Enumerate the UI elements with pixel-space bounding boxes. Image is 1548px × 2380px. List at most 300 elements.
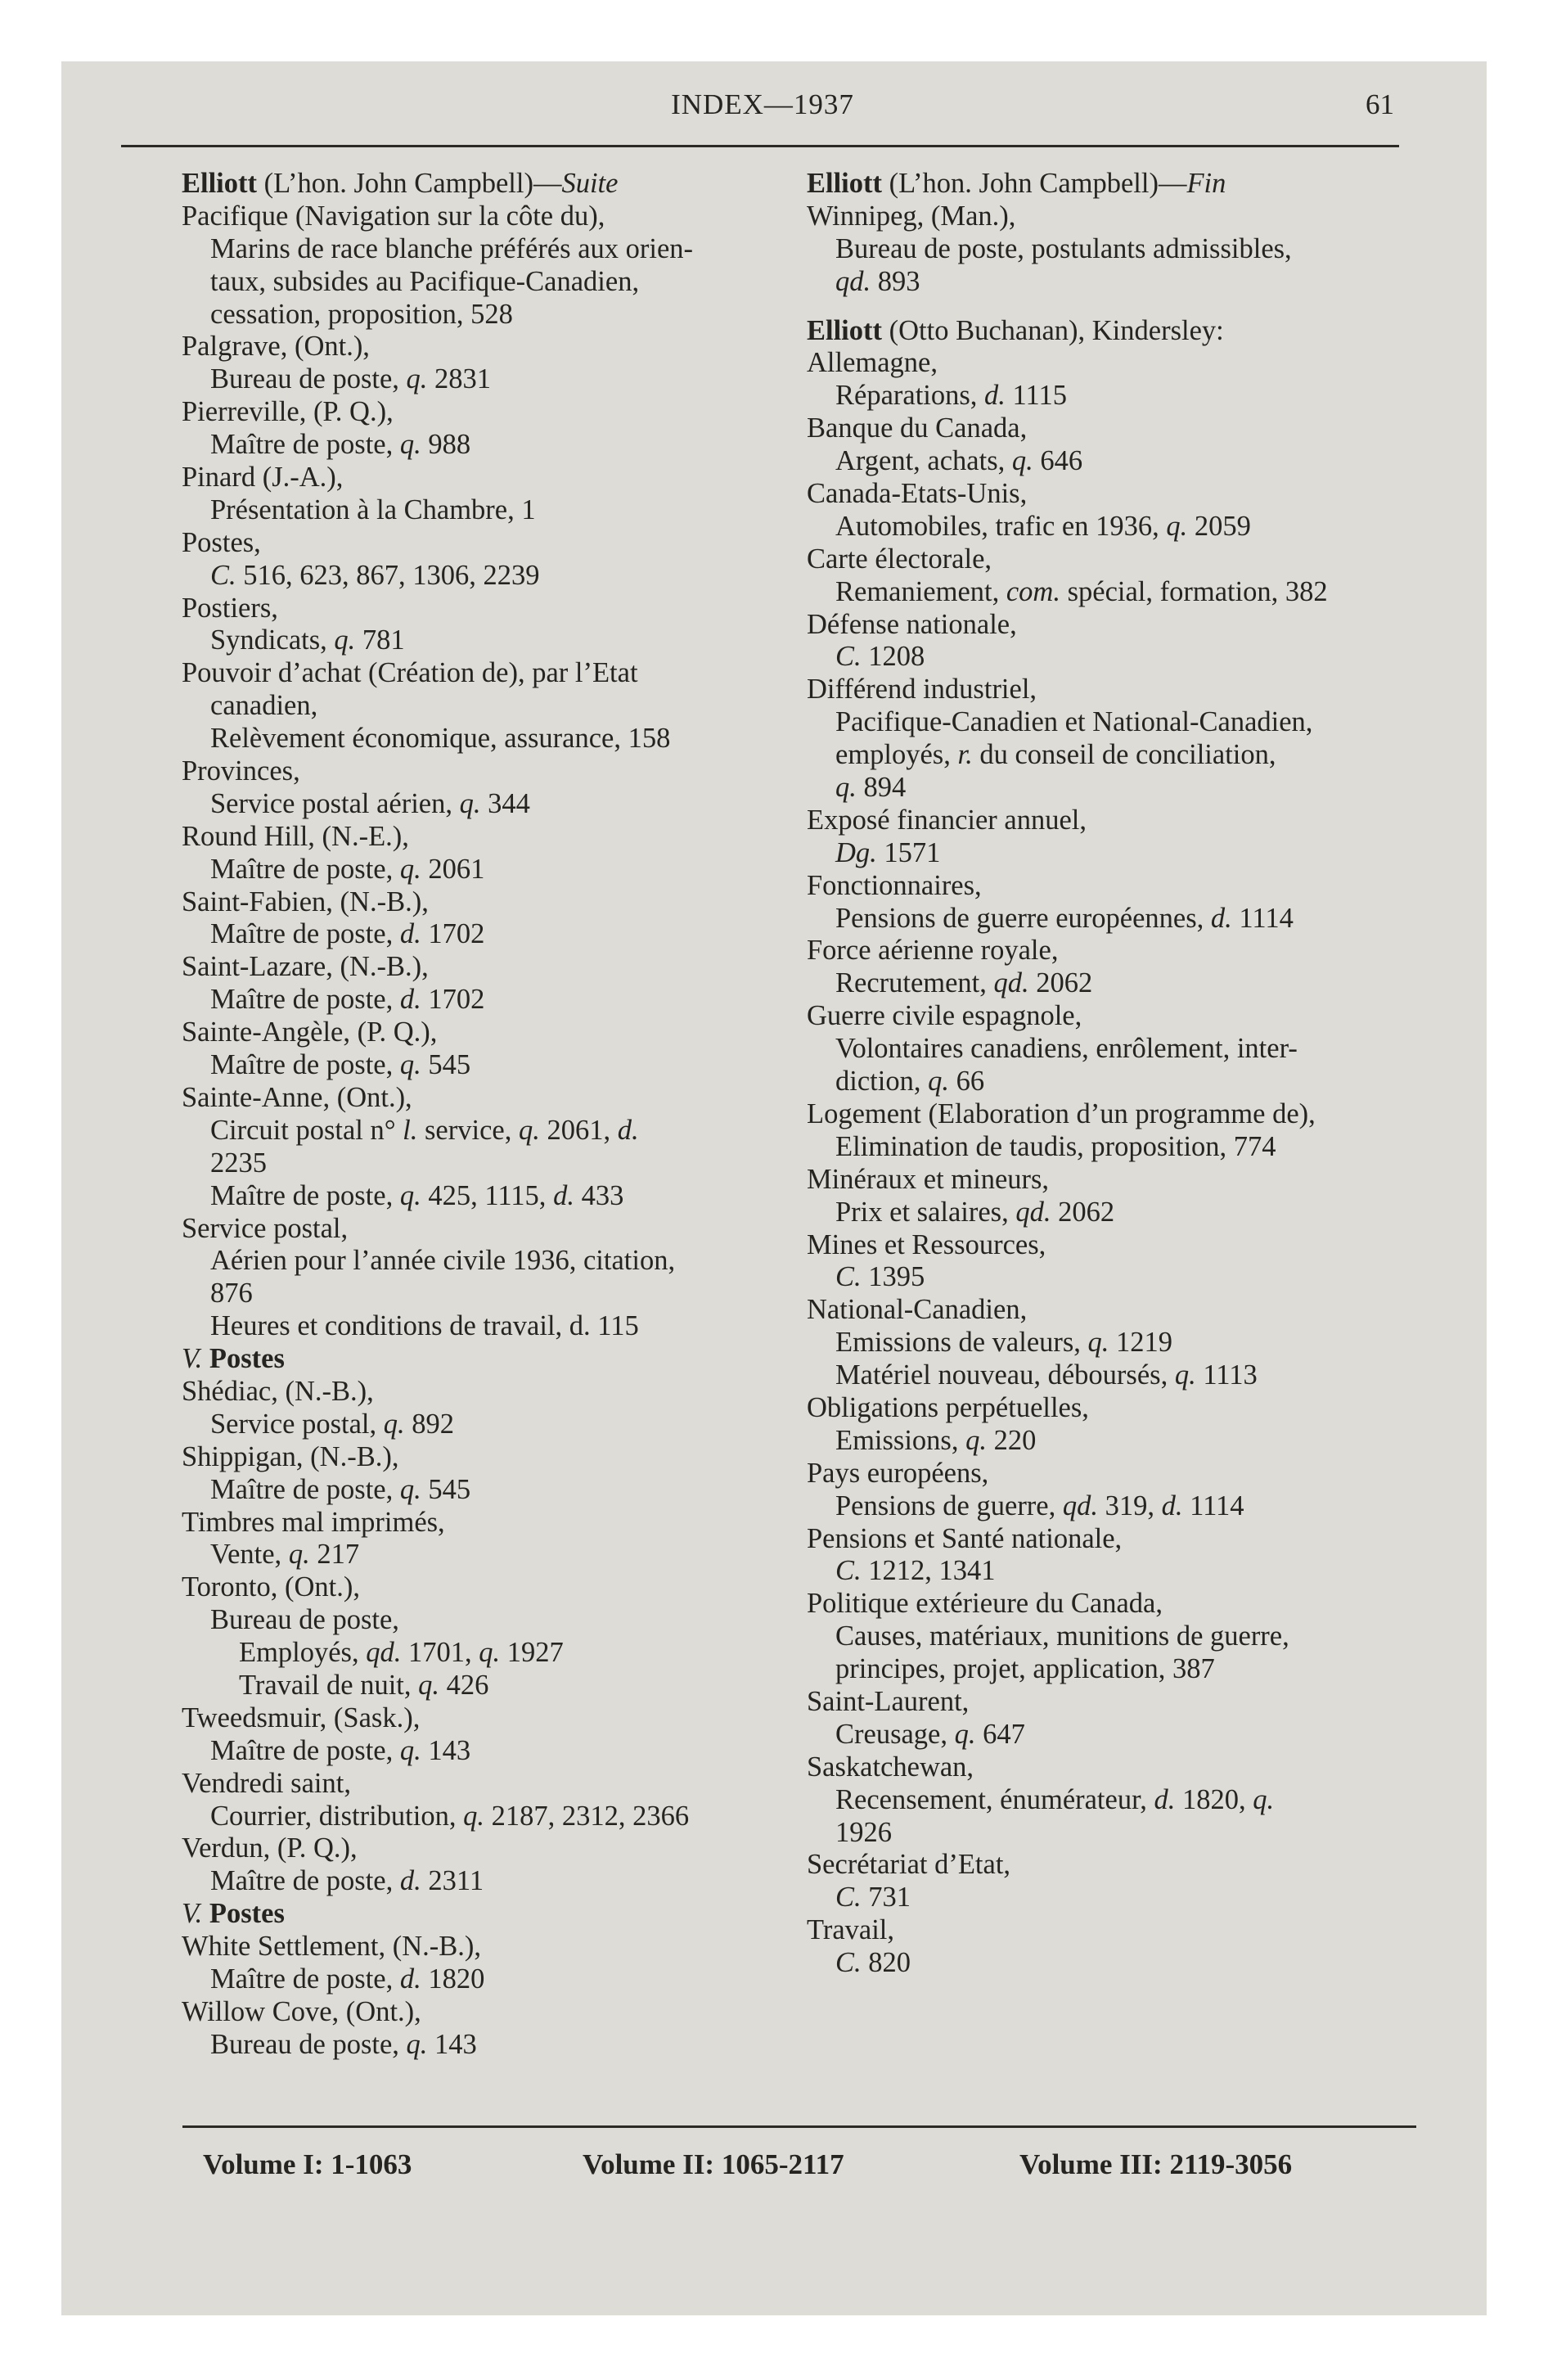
index-subentry-line [807,1555,1415,1588]
index-text: q. [1011,445,1033,477]
index-text: 220 [986,1424,1037,1456]
index-text: Maître de poste, [210,984,400,1016]
index-text: 892 [404,1408,454,1440]
entry-spacer [807,299,1415,315]
index-text: Volontaires canadiens, enrôlement, inter- [835,1033,1298,1065]
index-text: Provinces, [182,755,300,787]
index-text: q. [418,1669,440,1701]
index-subentry-line [807,1490,1415,1523]
index-subentry-line [182,1735,787,1768]
index-subentry-line [807,772,1415,805]
index-heading-line [807,1164,1415,1197]
index-subentry-line [182,560,787,593]
index-text: q. [954,1718,976,1750]
index-text: Maître de poste, [210,1049,400,1081]
index-text: 1219 [1109,1327,1173,1359]
index-subentry-line [807,837,1415,870]
index-text: Force aérienne royale, [807,935,1059,967]
index-text: 1701, [401,1637,479,1669]
index-heading-line [182,593,787,625]
index-text: 1114 [1182,1490,1244,1521]
index-text: Maître de poste, [210,918,400,950]
index-heading-line [807,674,1415,706]
index-text: Canada-Etats-Unis, [807,478,1028,510]
index-text: Postes [202,1898,285,1930]
index-text: Réparations, [835,380,985,412]
index-heading-line [807,1849,1415,1882]
index-text: Bureau de poste, [210,363,407,395]
index-subentry-line [182,1049,787,1082]
left-index-column [182,168,787,2062]
index-subentry-line [807,1033,1415,1066]
index-heading-line [807,347,1415,380]
index-subentry-line [182,1670,787,1702]
index-subentry-line [182,429,787,462]
footer-rule [182,2125,1416,2128]
index-text: 217 [309,1539,360,1571]
index-subentry-line [807,233,1415,266]
index-text: service, [417,1114,519,1146]
index-text: Service postal, [182,1212,349,1244]
index-heading-line [807,168,1415,201]
index-text: q. [928,1066,949,1098]
index-heading-line [182,657,787,690]
index-text: Saint-Laurent, [807,1685,970,1717]
index-subentry-line [182,918,787,951]
index-heading-line [182,755,787,788]
index-heading-line [182,1832,787,1865]
index-subentry-line [182,266,787,299]
index-text: q. [399,853,421,885]
index-heading-line [807,1098,1415,1131]
index-subentry-line [807,1261,1415,1294]
index-heading-line [182,1376,787,1409]
index-subentry-line [182,984,787,1016]
index-text: Vente, [210,1539,289,1571]
index-text: Automobiles, trafic en 1936, [835,510,1167,542]
index-text: Minéraux et mineurs, [807,1163,1050,1195]
index-text: du conseil de conciliation, [972,739,1276,771]
index-text: 894 [856,772,907,804]
index-heading-line [807,1751,1415,1784]
index-text: C. [835,1261,862,1293]
index-text: Saint-Fabien, (N.-B.), [182,886,429,917]
index-text: d. [984,380,1006,412]
index-subentry-line [182,854,787,886]
index-subentry-line [182,1245,787,1278]
index-subentry-line [182,1180,787,1213]
index-text: 820 [861,1947,911,1979]
index-subentry-line [807,641,1415,674]
index-subentry-line [807,1620,1415,1653]
index-heading-line [807,315,1415,348]
index-text: q. [406,2028,428,2060]
running-title: INDEX—1937 [671,88,854,120]
index-text: 646 [1033,445,1083,477]
index-heading-line [182,1213,787,1246]
index-text: 1571 [876,836,941,868]
index-text: q. [334,624,356,656]
index-text: 143 [421,1734,471,1766]
index-text: q. [399,1473,421,1505]
index-text: 1702 [421,984,485,1016]
footer-volume-3: Volume III: 2119-3056 [1019,2148,1293,2180]
index-text: 2235 [210,1147,267,1179]
index-heading-line [182,1702,787,1735]
index-text: spécial, formation, 382 [1060,575,1328,607]
index-text: d. [1154,1783,1176,1815]
index-text: 1927 [500,1637,564,1669]
index-text: 1212, 1341 [861,1555,996,1587]
footer-volume-2: Volume II: 1065-2117 [583,2148,844,2180]
index-text: Maître de poste, [210,1963,400,1995]
index-text: Syndicats, [210,624,335,656]
index-subentry-line [807,380,1415,412]
index-text: V. [182,1898,203,1930]
index-heading-line [182,1571,787,1604]
index-text: Elliott [807,314,882,346]
index-subentry-line [182,2029,787,2062]
index-text: Maître de poste, [210,1179,400,1211]
index-heading-line [807,1000,1415,1033]
index-text: 2062 [1028,967,1093,999]
index-heading-line [182,1931,787,1963]
index-text: qd. [1015,1196,1051,1228]
index-text: 2061 [421,853,485,885]
index-heading-line [182,1996,787,2029]
index-text: Elliott [182,168,257,199]
index-text: d. [399,1865,421,1897]
index-text: Logement (Elaboration d’un programme de), [807,1098,1316,1129]
index-text: Obligations perpétuelles, [807,1391,1089,1423]
index-text: Postes [202,1343,285,1375]
index-text: qd. [366,1637,402,1669]
index-text: Elimination de taudis, proposition, 774 [835,1130,1276,1162]
index-subentry-line [807,903,1415,935]
index-text: Saint-Lazare, (N.-B.), [182,951,429,983]
index-text: qd. [835,265,871,297]
index-text: Sainte-Anne, (Ont.), [182,1081,412,1113]
index-subentry-line [182,1963,787,1996]
page-header [124,88,1401,125]
index-text: q. [399,1734,421,1766]
index-text: Différend industriel, [807,674,1037,705]
index-text: Postes, [182,526,261,558]
index-text: 2187, 2312, 2366 [484,1800,690,1832]
index-text: Travail, [807,1914,895,1946]
index-text: diction, [835,1066,929,1098]
index-text: 1114 [1231,902,1294,934]
index-text: Service postal aérien, [210,787,460,819]
index-subentry-line [807,576,1415,609]
index-heading-line [807,201,1415,233]
index-text: taux, subsides au Pacifique-Canadien, [210,265,640,297]
index-text: q. [965,1424,987,1456]
index-text: Pacifique-Canadien et National-Canadien, [835,706,1313,738]
index-text: 1395 [861,1261,925,1293]
index-text: 425, 1115, [421,1179,554,1211]
index-text: Maître de poste, [210,429,400,461]
index-text: Saskatchewan, [807,1751,974,1783]
index-text: Bureau de poste, postulants admissibles, [835,232,1292,264]
index-heading-line [807,1458,1415,1490]
index-text: Maître de poste, [210,853,400,885]
index-text: Matériel nouveau, déboursés, [835,1359,1175,1391]
index-text: Dg. [835,836,877,868]
index-text: (Otto Buchanan), Kindersley: [882,314,1224,346]
index-subentry-line [807,511,1415,543]
index-text: 2062 [1051,1196,1115,1228]
index-subentry-line [182,624,787,657]
index-heading-line [807,609,1415,642]
index-heading-line [807,543,1415,576]
index-heading-line [807,1523,1415,1556]
index-text: 2311 [421,1865,484,1897]
index-text: Fonctionnaires, [807,869,982,901]
index-text: C. [835,1555,862,1587]
index-text: Shédiac, (N.-B.), [182,1375,374,1407]
index-heading-line [182,168,787,201]
index-text: q. [1253,1783,1275,1815]
index-text: 2059 [1187,510,1251,542]
index-text: d. [399,984,421,1016]
index-subentry-line [182,1539,787,1571]
index-text: q. [1174,1359,1196,1391]
index-text: 426 [439,1669,489,1701]
index-heading-line [182,1016,787,1049]
index-text: Emissions, [835,1424,966,1456]
index-text: Employés, [239,1637,367,1669]
index-heading-line [807,1914,1415,1947]
index-subentry-line [182,1637,787,1670]
index-text: d. [1210,902,1232,934]
index-text: Travail de nuit, [239,1669,419,1701]
index-text: q. [399,429,421,461]
index-text: Pensions de guerre européennes, [835,902,1211,934]
index-text: Relèvement économique, assurance, 158 [210,723,671,755]
index-heading-line [807,1686,1415,1719]
index-text: employés, [835,739,958,771]
index-subentry-line [182,690,787,723]
index-heading-line [182,1441,787,1474]
index-text: Argent, achats, [835,445,1012,477]
index-text: Secrétariat d’Etat, [807,1849,1011,1881]
index-text: q. [463,1800,484,1832]
index-subentry-line [807,1131,1415,1164]
index-subentry-line [182,1604,787,1637]
index-text: 781 [355,624,405,656]
index-subentry-line [807,1882,1415,1914]
index-subentry-line [807,739,1415,772]
index-text: 545 [421,1473,471,1505]
index-text: d. [553,1179,574,1211]
index-heading-line [807,478,1415,511]
index-text: d. [399,1963,421,1995]
index-text: qd. [1062,1490,1098,1521]
index-text: Pierreville, (P. Q.), [182,396,394,428]
index-text: d. [399,918,421,950]
index-text: q. [288,1539,310,1571]
index-text: Présentation à la Chambre, 1 [210,494,536,525]
index-heading-line [182,1507,787,1539]
index-text: Timbres mal imprimés, [182,1506,445,1538]
index-text: canadien, [210,690,318,722]
index-text: Bureau de poste, [210,2028,407,2060]
index-text: q. [1087,1327,1109,1359]
index-text: 2831 [427,363,492,395]
index-heading-line [807,1229,1415,1262]
index-text: 1702 [421,918,485,950]
index-text: Circuit postal n° [210,1114,403,1146]
index-heading-line [182,527,787,560]
index-text: 988 [421,429,471,461]
index-text: 731 [861,1882,911,1913]
index-text: 143 [427,2028,477,2060]
index-subentry-line [807,1784,1415,1817]
index-text: Postiers, [182,592,278,624]
index-text: Bureau de poste, [210,1604,399,1636]
index-text: Défense nationale, [807,608,1017,640]
index-text: Courrier, distribution, [210,1800,464,1832]
index-text: 2061, [539,1114,618,1146]
index-text: C. [210,559,236,591]
index-text: Pouvoir d’achat (Création de), par l’Etat [182,657,638,689]
index-subentry-line [807,1359,1415,1392]
index-text: Emissions de valeurs, [835,1327,1088,1359]
index-text: Tweedsmuir, (Sask.), [182,1702,421,1733]
index-subentry-line [182,788,787,821]
index-subentry-line [807,1719,1415,1751]
index-text: Creusage, [835,1718,955,1750]
index-subentry-line [182,1801,787,1833]
index-text: Recrutement, [835,967,994,999]
index-subentry-line [182,1865,787,1898]
index-text: q. [399,1179,421,1211]
index-subentry-line [807,1947,1415,1980]
index-subentry-line [182,1310,787,1343]
index-text: Pinard (J.-A.), [182,462,344,494]
index-text: Aérien pour l’année civile 1936, citation, [210,1245,676,1277]
index-heading-line [807,870,1415,903]
index-text: Allemagne, [807,347,938,379]
index-text: Verdun, (P. Q.), [182,1832,358,1864]
index-text: 1113 [1195,1359,1258,1391]
index-text: 893 [871,265,920,297]
index-text: Pacifique (Navigation sur la côte du), [182,200,605,232]
index-text: 66 [948,1066,985,1098]
index-subentry-line [807,1653,1415,1686]
index-heading-line [182,886,787,919]
index-heading-line [182,1082,787,1115]
index-text: Service postal, [210,1408,384,1440]
index-text: q. [479,1637,501,1669]
index-heading-line [182,951,787,984]
index-subentry-line [182,1409,787,1441]
index-text: Round Hill, (N.-E.), [182,820,409,852]
index-text: (L’hon. John Campbell)— [257,168,562,199]
index-text: Causes, matériaux, munitions de guerre, [835,1620,1289,1652]
index-text: Palgrave, (Ont.), [182,331,370,363]
index-text: 344 [480,787,530,819]
index-subentry-line [182,299,787,331]
index-text: C. [835,1882,862,1913]
index-heading-line [182,1898,787,1931]
index-heading-line [807,935,1415,967]
index-text: White Settlement, (N.-B.), [182,1931,481,1963]
index-text: r. [957,739,973,771]
index-heading-line [807,1588,1415,1620]
index-text: Pensions de guerre, [835,1490,1063,1521]
index-text: C. [835,641,862,673]
index-text: 647 [975,1718,1025,1750]
index-text: qd. [993,967,1029,999]
index-text: Remaniement, [835,575,1006,607]
index-text: Mines et Ressources, [807,1228,1046,1260]
index-text: Vendredi saint, [182,1767,351,1799]
index-text: Suite [561,168,619,199]
index-text: 1926 [835,1816,892,1848]
index-heading-line [807,1294,1415,1327]
index-heading-line [807,805,1415,837]
index-subentry-line [807,1327,1415,1359]
index-heading-line [182,462,787,494]
index-text: Carte électorale, [807,543,992,575]
index-heading-line [182,1768,787,1801]
index-subentry-line [182,1115,787,1147]
index-text: Marins de race blanche préférés aux orien- [210,232,694,264]
index-text: d. [617,1114,639,1146]
index-subentry-line [182,494,787,527]
index-text: Maître de poste, [210,1473,400,1505]
index-subentry-line [807,1425,1415,1458]
index-text: Pensions et Santé nationale, [807,1522,1123,1554]
index-subentry-line [182,1278,787,1310]
index-text: Banque du Canada, [807,412,1028,444]
index-text: Sainte-Angèle, (P. Q.), [182,1016,438,1048]
index-text: q. [406,363,428,395]
index-text: Exposé financier annuel, [807,804,1087,836]
index-text: V. [182,1343,203,1375]
index-text: Winnipeg, (Man.), [807,200,1016,232]
index-heading-line [182,1343,787,1376]
index-text: 1820 [421,1963,485,1995]
index-heading-line [182,331,787,363]
index-subentry-line [182,363,787,396]
index-heading-line [182,821,787,854]
index-heading-line [807,412,1415,445]
index-subentry-line [807,445,1415,478]
index-text: Politique extérieure du Canada, [807,1588,1163,1620]
index-text: 433 [574,1179,624,1211]
right-index-column [807,168,1415,1980]
footer-volume-1: Volume I: 1-1063 [203,2148,412,2180]
index-text: Prix et salaires, [835,1196,1016,1228]
index-text: Guerre civile espagnole, [807,1000,1082,1032]
index-text: Heures et conditions de travail, d. 115 [210,1310,639,1342]
index-text: 876 [210,1278,253,1309]
index-subentry-line [182,723,787,755]
index-text: Pays européens, [807,1457,989,1489]
index-text: Maître de poste, [210,1734,400,1766]
index-text: Elliott [807,168,882,199]
index-text: National-Canadien, [807,1294,1028,1326]
index-subentry-line [182,1147,787,1180]
index-text: q. [459,787,481,819]
index-text: Maître de poste, [210,1865,400,1897]
index-text: 1208 [861,641,925,673]
index-text: 319, [1097,1490,1162,1521]
index-text: Willow Cove, (Ont.), [182,1995,421,2027]
